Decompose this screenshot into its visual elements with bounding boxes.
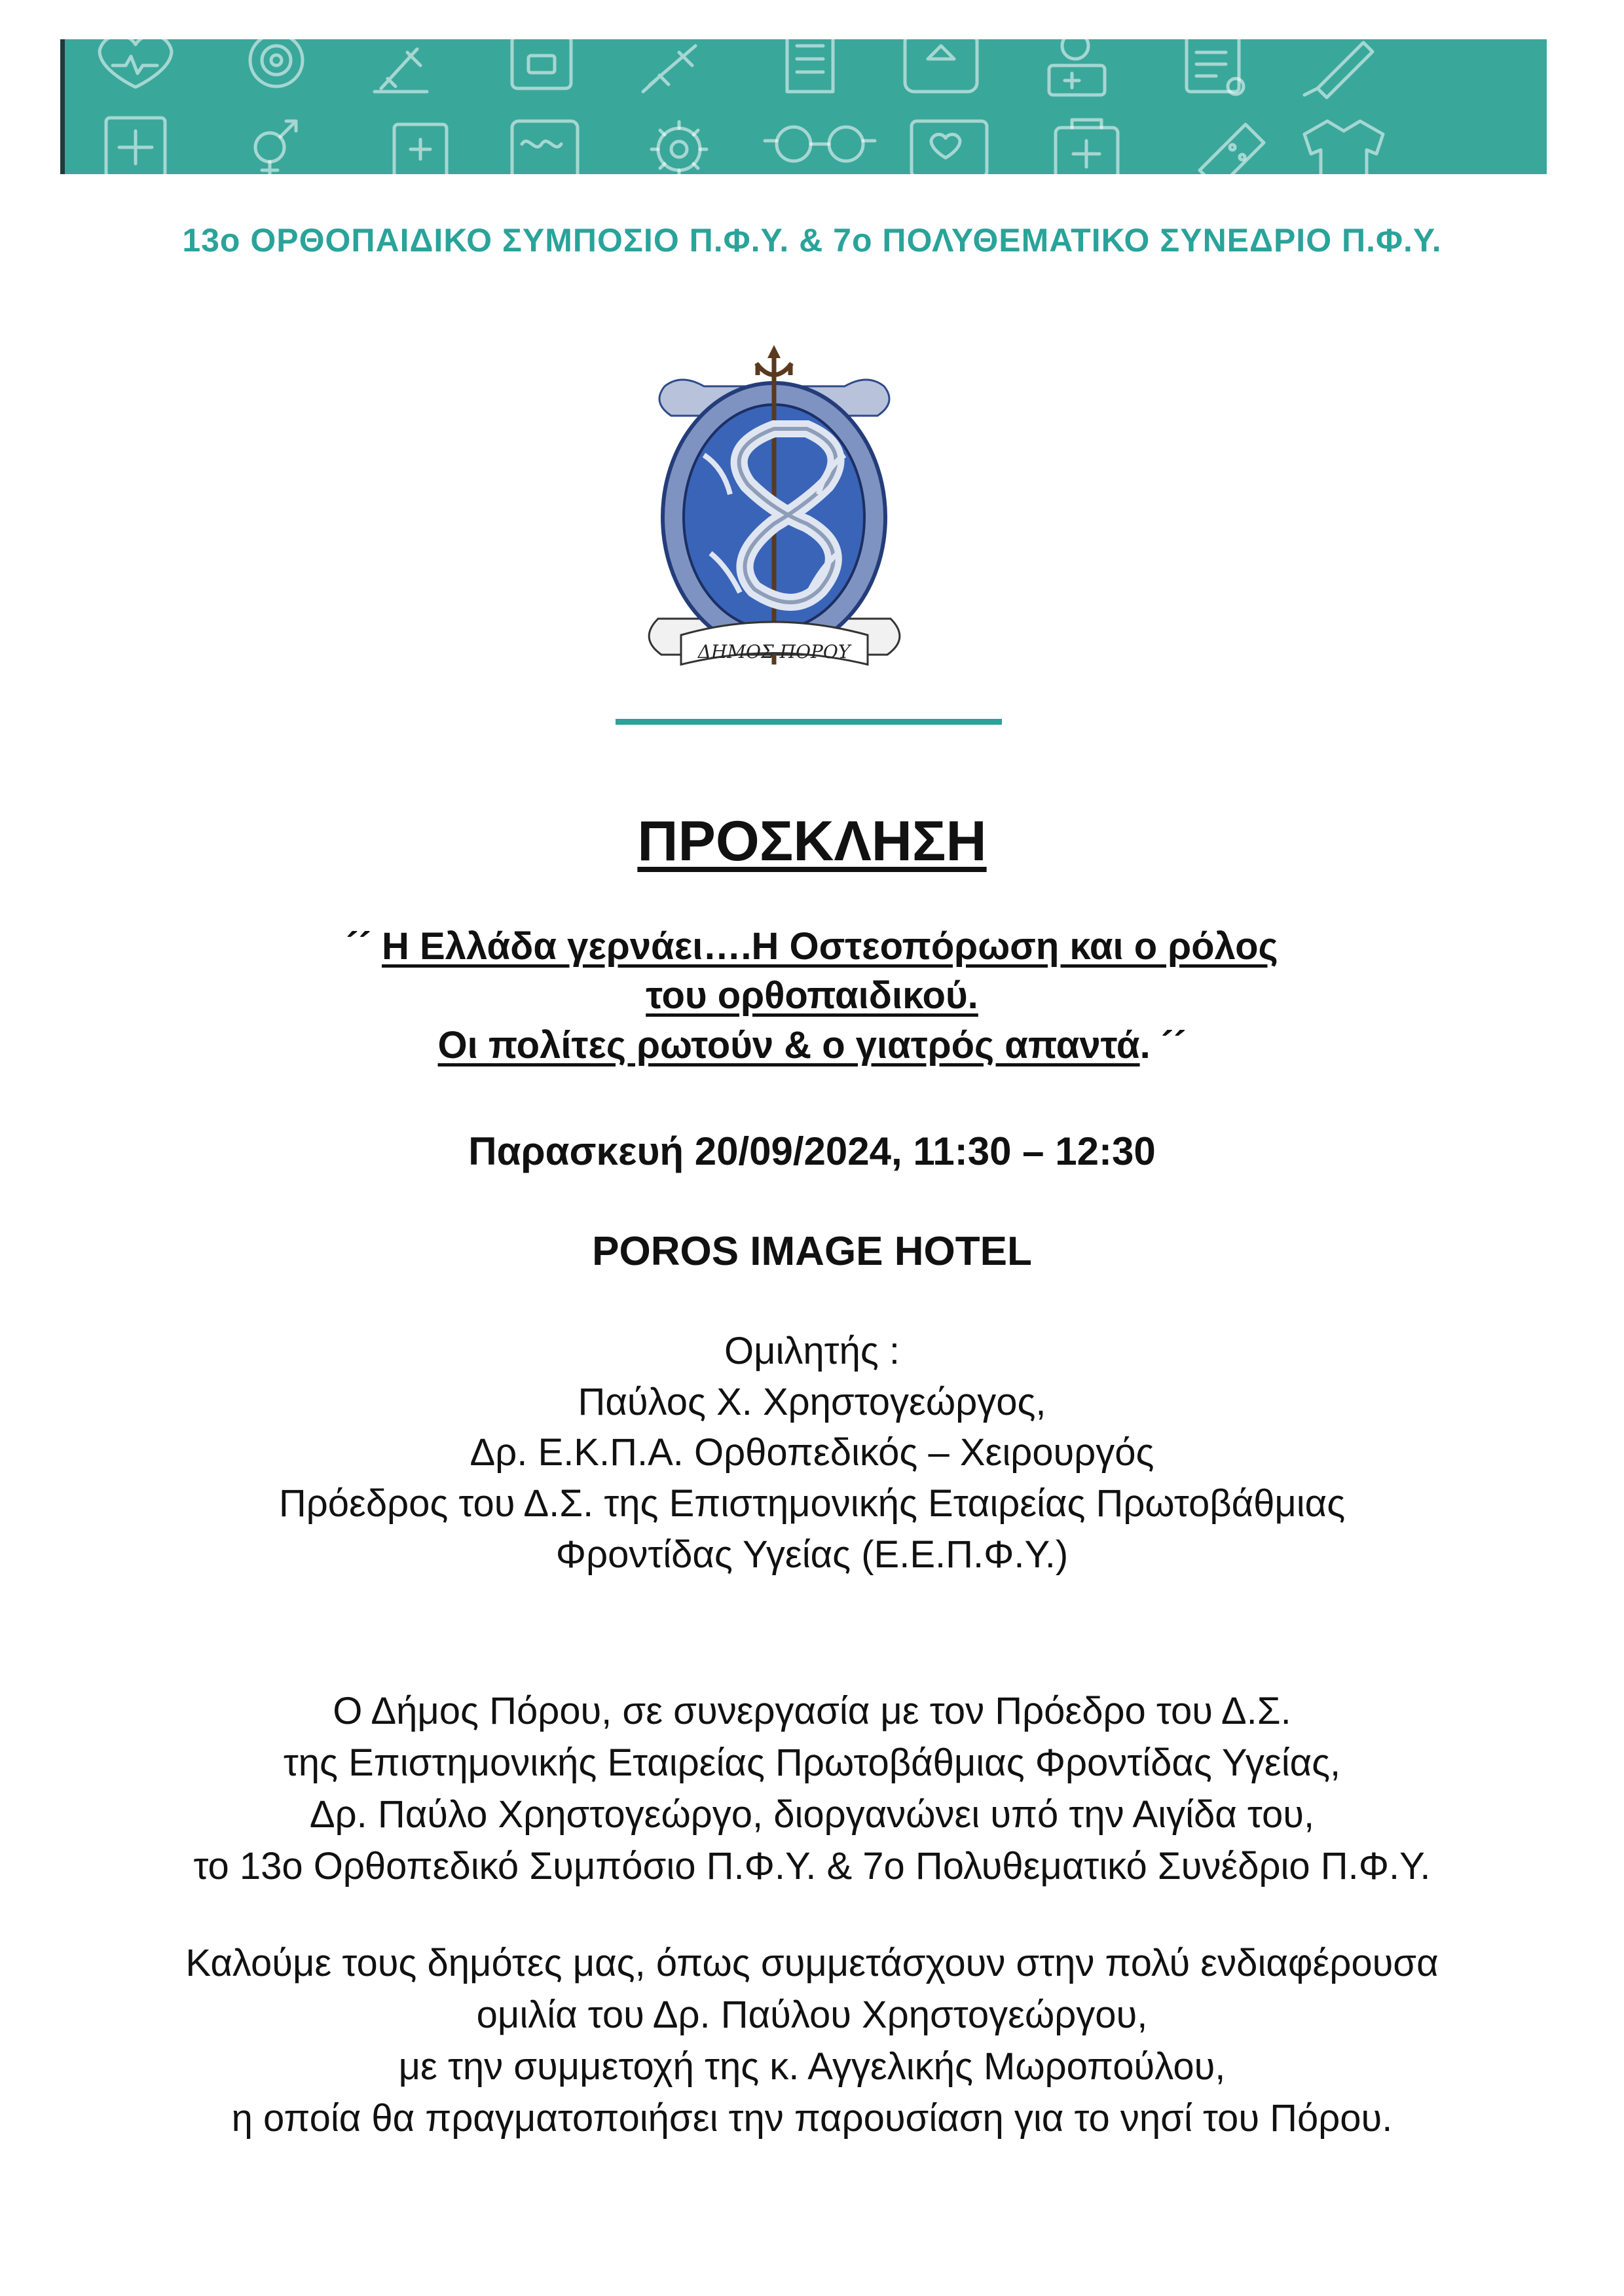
lab-coat-icon — [1304, 121, 1383, 174]
speaker-label: Ομιλητής : — [724, 1330, 900, 1372]
first-aid-icon — [106, 118, 165, 174]
paragraph-line: με την συμμετοχή της κ. Αγγελικής Μωροπούλου, — [398, 2045, 1226, 2088]
scale-icon — [905, 39, 977, 92]
speaker-name: Παύλος Χ. Χρηστογεώργος, — [578, 1380, 1046, 1423]
organizer-paragraph — [0, 1686, 1624, 1893]
logo-text: ΔΗΜΟΣ ΠΟΡΟΥ — [697, 641, 851, 663]
pill-bottle-icon — [394, 124, 447, 174]
speaker-title2: Πρόεδρος του Δ.Σ. της Επιστημονικής Εταιρείας Πρωτοβάθμιας — [278, 1482, 1346, 1525]
invitation-title: ΠΡΟΣΚΛΗΣΗ — [637, 810, 987, 873]
paragraph-line: το 13ο Ορθοπεδικό Συμπόσιο Π.Φ.Υ. & 7ο Πολυθεματικό Συνέδριο Π.Φ.Υ. — [193, 1844, 1431, 1887]
event-date: Παρασκευή 20/09/2024, 11:30 – 12:30 — [468, 1129, 1156, 1173]
speaker-title3: Φροντίδας Υγείας (Ε.Ε.Π.Φ.Υ.) — [555, 1533, 1069, 1576]
syringe-icon — [643, 46, 695, 92]
monitor-heart-icon — [912, 121, 987, 174]
close-quote: . ´´ — [1139, 1023, 1187, 1066]
conference-title: 13ο ΟΡΘΟΠΑΙΔΙΚΟ ΣΥΜΠΟΣΙΟ Π.Φ.Υ. & 7ο ΠΟΛΥΘΕΜΑΤΙΚΟ ΣΥΝΕΔΡΙΟ Π.Φ.Υ. — [182, 222, 1442, 259]
glasses-icon — [765, 127, 875, 161]
speaker-title1: Δρ. Ε.Κ.Π.Α. Ορθοπεδικός – Χειρουργός — [470, 1431, 1154, 1474]
building-icon — [787, 39, 833, 92]
paragraph-line: ομιλία του Δρ. Παύλου Χρηστογεώργου, — [476, 1993, 1148, 2036]
gender-icon — [255, 121, 296, 174]
invitation-paragraph — [0, 1938, 1624, 2145]
target-icon — [250, 39, 303, 86]
talk-title — [0, 922, 1624, 1070]
doctor-icon — [1049, 39, 1105, 95]
header-banner — [60, 39, 1547, 174]
municipality-logo — [645, 337, 904, 704]
speaker-block — [0, 1326, 1624, 1580]
medical-kit-icon — [1056, 120, 1118, 174]
talk-title-line1: Η Ελλάδα γερνάει….Η Οστεοπόρωση και ο ρόλος — [382, 925, 1278, 968]
heart-icon — [100, 39, 172, 87]
section-divider — [616, 719, 1002, 725]
paragraph-line: της Επιστημονικής Εταιρείας Πρωτοβάθμιας Φροντίδας Υγείας, — [283, 1741, 1341, 1784]
pen-icon — [1304, 43, 1373, 98]
clipboard-icon — [1187, 39, 1244, 94]
talk-title-line2: του ορθοπαιδικού. — [646, 974, 978, 1017]
paragraph-line: Ο Δήμος Πόρου, σε συνεργασία με τον Πρόεδρο του Δ.Σ. — [333, 1690, 1291, 1732]
paragraph-line: Δρ. Παύλο Χρηστογεώργο, διοργανώνει υπό την Αιγίδα του, — [309, 1793, 1315, 1836]
open-quote: ´´ — [346, 925, 382, 968]
gear-icon — [652, 122, 707, 174]
paragraph-line: η οποία θα πραγματοποιήσει την παρουσίαση για το νησί του Πόρου. — [231, 2096, 1393, 2140]
medicine-bottle-icon — [512, 39, 571, 88]
syringe-icon — [375, 49, 427, 92]
machine-icon — [512, 121, 578, 174]
talk-title-line3: Οι πολίτες ρωτούν & ο γιατρός απαντά — [437, 1023, 1140, 1066]
paragraph-line: Καλούμε τους δημότες μας, όπως συμμετάσχουν στην πολύ ενδιαφέρουσα — [185, 1942, 1439, 1984]
event-venue: POROS IMAGE HOTEL — [592, 1229, 1032, 1274]
bandage-icon — [1200, 124, 1264, 174]
